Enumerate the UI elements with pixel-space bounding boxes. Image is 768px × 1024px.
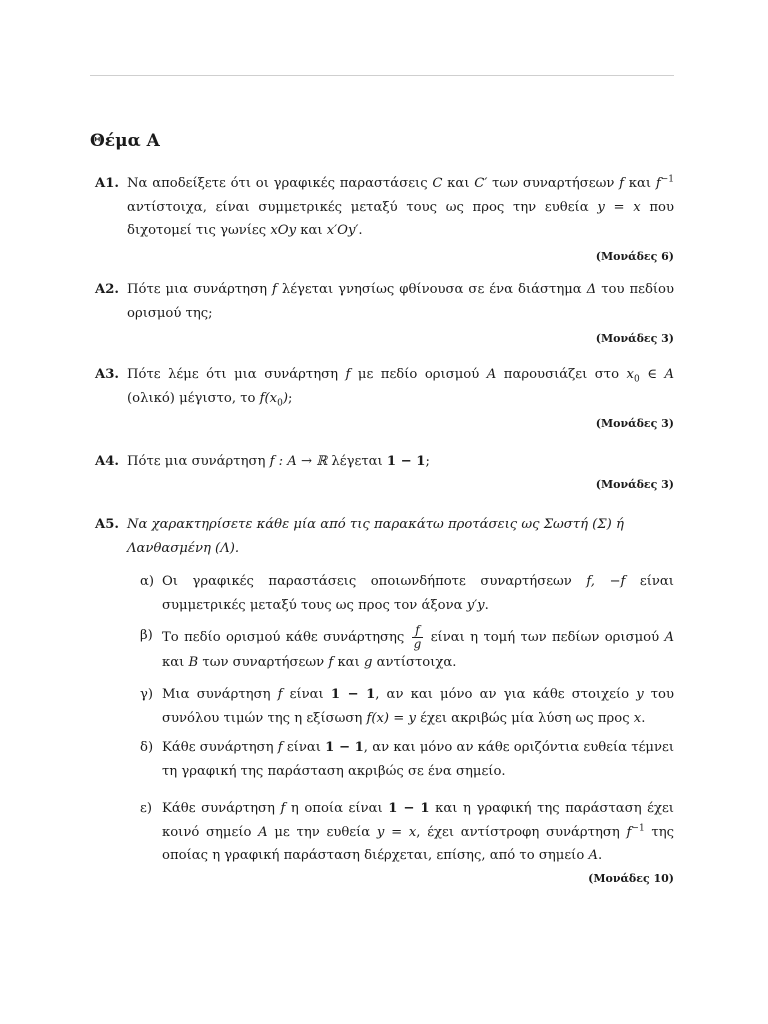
statement-delta xyxy=(140,736,674,783)
statement-beta xyxy=(140,624,674,675)
question-text: Να χαρακτηρίσετε κάθε μία από τις παρακάτω προτάσεις ως Σωστή (Σ) ή Λανθασμένη (Λ). xyxy=(127,517,624,556)
question-a1 xyxy=(95,172,674,268)
question-text: Πότε μια συνάρτηση f : A → ℝ λέγεται 1 − 1; xyxy=(127,454,430,469)
top-rule xyxy=(90,75,674,76)
question-label: Α2. xyxy=(95,282,119,297)
statement-label: ε) xyxy=(140,801,152,816)
statement-text: Οι γραφικές παραστάσεις οποιωνδήποτε συναρτήσεων f, −f είναι συμμετρικές μεταξύ τους ως προς τον άξονα y′y. xyxy=(162,574,674,613)
question-text: Να αποδείξετε ότι οι γραφικές παραστάσεις C και C′ των συναρτήσεων f και $f^{-1}$ αντίστοιχα, είναι συμμετρικές μεταξύ τους ως προς την ευθεία y = x που διχοτομεί τις γωνίες xOy και x′Oy′. xyxy=(127,174,675,238)
marks-label: (Μονάδες 3) xyxy=(595,332,674,345)
statement-text: Το πεδίο ορισμού κάθε συνάρτησης $\frac{f}{g}$ είναι η τομή των πεδίων ορισμού A και B των συναρτήσεων f και g αντίστοιχα. xyxy=(162,623,675,670)
question-label: Α1. xyxy=(95,176,119,191)
statement-label: β) xyxy=(140,628,153,643)
question-text: Πότε μια συνάρτηση f λέγεται γνησίως φθίνουσα σε ένα διάστημα Δ του πεδίου ορισμού της; xyxy=(127,282,675,321)
fraction-f-over-g: $\frac{f}{g}$ xyxy=(413,623,422,651)
question-label: Α4. xyxy=(95,454,119,469)
question-a4 xyxy=(95,450,674,496)
question-a2 xyxy=(95,278,674,350)
marks-label: (Μονάδες 3) xyxy=(595,417,674,430)
question-a3 xyxy=(95,363,674,435)
statement-text: Κάθε συνάρτηση f η οποία είναι 1 − 1 και η γραφική της παράσταση έχει κοινό σημείο A με την ευθεία y = x, έχει αντίστροφη συνάρτηση $f^{-1}$ της οποίας η γραφική παράσταση διέρχεται, επίσης, από το σημείο A. xyxy=(162,801,674,863)
statement-label: α) xyxy=(140,574,155,589)
marks-label: (Μονάδες 10) xyxy=(588,871,674,885)
marks-label: (Μονάδες 6) xyxy=(595,249,674,263)
statement-label: δ) xyxy=(140,740,154,755)
question-label: Α3. xyxy=(95,367,119,382)
statement-gamma xyxy=(140,683,674,730)
statement-alpha xyxy=(140,570,674,617)
statement-label: γ) xyxy=(140,687,154,702)
statement-epsilon xyxy=(140,797,674,890)
question-label: Α5. xyxy=(95,517,119,532)
section-title: Θέμα Α xyxy=(90,131,160,151)
marks-label: (Μονάδες 3) xyxy=(595,477,674,491)
question-text: Πότε λέμε ότι μια συνάρτηση f με πεδίο ορισμού A παρουσιάζει στο $x_0$ ∈ A (ολικό) μέγιστο, το $f(x_0)$; xyxy=(127,367,674,409)
statement-text: Κάθε συνάρτηση f είναι 1 − 1, αν και μόνο αν κάθε οριζόντια ευθεία τέμνει τη γραφική της παράσταση ακριβώς σε ένα σημείο. xyxy=(162,740,674,779)
statement-text: Μια συνάρτηση f είναι 1 − 1, αν και μόνο αν για κάθε στοιχείο y του συνόλου τιμών της η εξίσωση f(x) = y έχει ακριβώς μία λύση ως προς x. xyxy=(162,687,675,726)
question-a5 xyxy=(95,513,674,560)
